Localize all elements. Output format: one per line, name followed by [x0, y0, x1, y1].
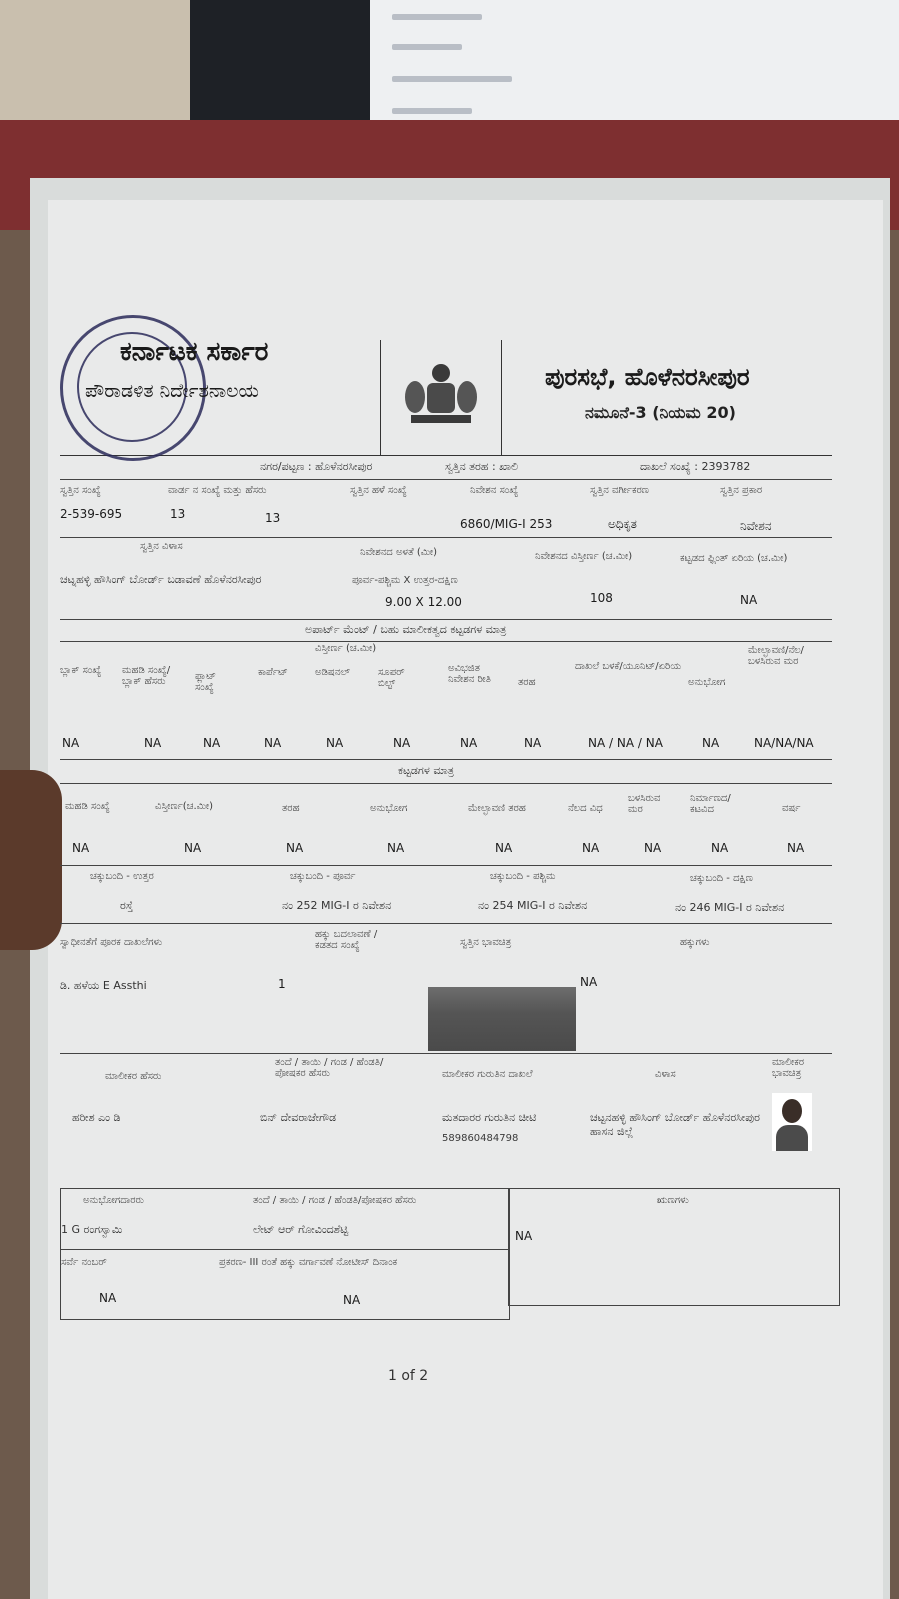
bld-value: NA — [286, 841, 304, 855]
transfer-number: 1 — [278, 977, 286, 991]
docs-header: ಸ್ವಾಧೀನತೆಗೆ ಪೂರಕ ದಾಖಲೆಗಳು — [60, 937, 163, 948]
apt-header: ತರಹ — [518, 677, 536, 688]
occupant-box — [60, 1188, 510, 1320]
charges-header: ಋಣಗಳು — [657, 1195, 689, 1206]
occupant-name: 1 G ರಂಗಸ್ವಾಮಿ — [61, 1223, 123, 1236]
document-number: ದಾಖಲೆ ಸಂಖ್ಯೆ : 2393782 — [640, 460, 751, 473]
screen-line — [392, 108, 472, 114]
municipality-name: ಪುರಸಭೆ, ಹೊಳೆನರಸೀಪುರ — [545, 363, 750, 391]
apt-value: NA/NA/NA — [754, 736, 814, 750]
apt-value: NA — [203, 736, 221, 750]
bld-value: NA — [72, 841, 90, 855]
property-type: ಸ್ವತ್ತಿನ ತರಹ : ಖಾಲಿ — [445, 460, 519, 473]
bld-header: ಮೇಲ್ಛಾವಣಿ ತರಹ — [468, 803, 526, 814]
owner-photo-header: ಮಾಲೀಕರ ಭಾವಚಿತ್ರ — [772, 1057, 805, 1079]
ward-number: 13 — [170, 507, 186, 521]
prop-no-header: ಸ್ವತ್ತಿನ ಸಂಖ್ಯೆ — [60, 485, 101, 496]
address-header: ಸ್ವತ್ತಿನ ವಿಳಾಸ — [140, 541, 183, 552]
apt-value: NA — [460, 736, 478, 750]
apt-value: NA — [264, 736, 282, 750]
old-no-header: ಸ್ವತ್ತಿನ ಹಳೆ ಸಂಖ್ಯೆ — [350, 485, 407, 496]
north-boundary: ರಸ್ತೆ — [120, 899, 134, 912]
area-group-header: ವಿಸ್ತೀರ್ಣ (ಚ.ಮೀ) — [315, 643, 377, 654]
building-section-title: ಕಟ್ಟಡಗಳ ಮಾತ್ರ — [398, 764, 454, 777]
owner-id-number: 589860484798 — [442, 1133, 519, 1144]
bld-value: NA — [582, 841, 600, 855]
apartment-table — [60, 641, 832, 760]
apt-value: NA — [524, 736, 542, 750]
notice-value: NA — [343, 1293, 361, 1307]
classification: ಅಧಿಕೃತ — [608, 517, 637, 531]
south-header: ಚಕ್ಕುಬಂದಿ - ದಕ್ಷಿಣ — [690, 873, 753, 884]
owner-photo-body — [776, 1125, 808, 1151]
owner-photo-head — [782, 1099, 802, 1123]
bld-header: ತರಹ — [282, 803, 300, 814]
bld-value: NA — [644, 841, 662, 855]
site-number: 6860/MIG-I 253 — [460, 517, 553, 531]
bld-value: NA — [495, 841, 513, 855]
apartment-title-row — [60, 619, 832, 642]
boundaries-row — [60, 865, 832, 924]
rights-header: ಹಕ್ಕುಗಳು — [680, 937, 710, 948]
dept-subtitle: ಪೌರಾಡಳಿತ ನಿರ್ದೇಶನಾಲಯ — [85, 380, 259, 402]
east-header: ಚಕ್ಕುಬಂದಿ - ಪೂರ್ವ — [290, 871, 356, 882]
bld-value: NA — [711, 841, 729, 855]
screen-line — [392, 76, 512, 82]
built-area: NA — [740, 593, 758, 607]
apt-header: ಕಾರ್ಪೆಟ್ — [258, 667, 288, 678]
apt-header: ದಾಖಲೆ ಬಳಕೆ/ಯೂನಿಟ್/ಏರಿಯ — [575, 661, 682, 672]
charges-box — [508, 1188, 840, 1306]
apt-header: ಬ್ಲಾಕ್ ಸಂಖ್ಯೆ — [60, 665, 102, 676]
apt-header: ಫ್ಲಾಟ್ ಸಂಖ್ಯೆ — [195, 671, 216, 693]
meta-row — [60, 455, 832, 480]
bld-value: NA — [787, 841, 805, 855]
owner-relation-header: ತಂದೆ / ತಾಯಿ / ಗಂಡ / ಹೆಂಡತಿ/ಪೋಷಕರ ಹೆಸರು — [275, 1057, 384, 1079]
owner-name-header: ಮಾಲೀಕರ ಹೆಸರು — [105, 1071, 162, 1082]
area-header: ನಿವೇಶನದ ವಿಸ್ತೀರ್ಣ (ಚ.ಮೀ) — [535, 551, 633, 562]
hand-thumb — [0, 770, 62, 950]
ward-name: 13 — [265, 511, 281, 525]
owner-id-header: ಮಾಲೀಕರ ಗುರುತಿನ ದಾಖಲೆ — [442, 1069, 533, 1080]
state-emblem-icon — [401, 355, 481, 435]
property-address: ಚಟ್ನಹಳ್ಳಿ ಹೌಸಿಂಗ್ ಬೋರ್ಡ್ ಬಡಾವಣೆ ಹೊಳೆನರಸೀಪುರ — [60, 573, 262, 586]
survey-value: NA — [99, 1291, 117, 1305]
apt-value: NA — [393, 736, 411, 750]
owner-id-type: ಮತದಾರರ ಗುರುತಿನ ಚೀಟಿ — [442, 1111, 537, 1124]
bld-header: ನಿರ್ಮಾಣದ/ ಕಟವಿದ — [690, 793, 731, 815]
class-header: ಸ್ವತ್ತಿನ ವರ್ಗೀಕರಣ — [590, 485, 649, 496]
emblem-block — [380, 340, 502, 455]
occupant-relation-header: ತಂದೆ / ತಾಯಿ / ಗಂಡ / ಹೆಂಡತಿ/ಪೋಷಕರ ಹೆಸರು — [253, 1195, 417, 1206]
apt-header: ಮೇಲ್ಛಾವಣಿ/ನೆಲ/ಬಳಸಿರುವ ಮರ — [748, 645, 804, 667]
screen-line — [392, 44, 462, 50]
owner-relation: ಬಿನ್ ದೇವರಾಜೇಗೌಡ — [260, 1111, 337, 1124]
bld-header: ಅನುಭೋಗ — [370, 803, 408, 814]
city-label: ನಗರ/ಪಟ್ಟಣ : ಹೊಳೆನರಸೀಪುರ — [260, 460, 373, 473]
municipality-block — [500, 345, 832, 455]
site-area: 108 — [590, 591, 613, 605]
owner-name: ಹರೀಶ ಎಂ ಡಿ — [72, 1111, 121, 1124]
site-dimensions: 9.00 X 12.00 — [385, 595, 462, 609]
bld-value: NA — [387, 841, 405, 855]
bld-header: ನೆಲದ ವಿಧ — [568, 803, 603, 814]
east-boundary: ನಂ 252 MIG-I ರ ನಿವೇಶನ — [282, 899, 392, 912]
ward-header: ವಾರ್ಡ ನ ಸಂಖ್ಯೆ ಮತ್ತು ಹೆಸರು — [168, 485, 267, 496]
form-header — [60, 315, 832, 456]
owner-row — [60, 1053, 832, 1189]
ids-row — [60, 479, 832, 538]
bld-header: ಬಳಸಿರುವ ಮರ — [628, 793, 661, 815]
built-header: ಕಟ್ಟಡದ ಫ್ಲಿಂತ್ ಏರಿಯ (ಚ.ಮೀ) — [680, 553, 788, 564]
site-no-header: ನಿವೇಶನ ಸಂಖ್ಯೆ — [470, 485, 519, 496]
owner-photo — [772, 1093, 812, 1151]
property-kind: ನಿವೇಶನ — [740, 519, 772, 533]
property-number: 2-539-695 — [60, 507, 123, 521]
dims-label: ಪೂರ್ವ-ಪಶ್ಚಿಮ X ಉತ್ತರ-ದಕ್ಷಿಣ — [352, 575, 458, 586]
photo-header: ಸ್ವತ್ತಿನ ಭಾವಚಿತ್ರ — [460, 937, 512, 948]
notice-header: ಪ್ರಕರಣ- III ರಂತೆ ಹಕ್ಕು ವರ್ಗಾವಣೆ ನೋಟೀಸ್ ದಿನಾಂಕ — [219, 1257, 398, 1268]
occupant-divider — [61, 1249, 509, 1250]
owner-address-header: ವಿಳಾಸ — [655, 1069, 676, 1080]
survey-header: ಸರ್ವೆ ನಂಬರ್ — [61, 1257, 107, 1268]
occupant-relation: ಲೇಟ್ ಆರ್ ಗೋವಿಂದಶೆಟ್ಟಿ — [253, 1223, 349, 1236]
west-header: ಚಕ್ಕುಬಂದಿ - ಪಶ್ಚಿಮ — [490, 871, 556, 882]
kind-header: ಸ್ವತ್ತಿನ ಪ್ರಕಾರ — [720, 485, 763, 496]
screen-line — [392, 14, 482, 20]
address-row — [60, 537, 832, 620]
north-header: ಚಕ್ಕುಬಂದಿ - ಉತ್ತರ — [90, 871, 154, 882]
property-photo — [428, 987, 576, 1051]
supporting-document: ಡಿ. ಹಳೆಯ E Assthi — [60, 979, 147, 992]
bld-header: ವರ್ಷ — [782, 803, 801, 814]
bld-value: NA — [184, 841, 202, 855]
west-boundary: ನಂ 254 MIG-I ರ ನಿವೇಶನ — [478, 899, 588, 912]
apt-header: ಮಹಡಿ ಸಂಖ್ಯೆ/ಬ್ಲಾಕ್ ಹೆಸರು — [122, 665, 171, 687]
apt-header: ಅನುಭೋಗ — [688, 677, 726, 688]
bld-header: ವಿಸ್ತೀರ್ಣ(ಚ.ಮೀ) — [155, 801, 214, 812]
dept-block — [60, 315, 380, 455]
rights-value: NA — [580, 975, 598, 989]
apt-value: NA — [144, 736, 162, 750]
apt-header: ಅವಿಭಜಿತ ನಿವೇಶನ ರೀತಿ — [448, 663, 491, 685]
building-table — [60, 783, 832, 866]
transfer-header: ಹಕ್ಕು ಬದಲಾವಣೆ / ಕಡತದ ಸಂಖ್ಯೆ — [315, 929, 378, 951]
owner-address: ಚಟ್ಟನಹಳ್ಳಿ ಹೌಸಿಂಗ್ ಬೋರ್ಡ್ ಹೊಳೆನರಸೀಪುರ ಹಾಸನ ಜಿಲ್ಲೆ — [590, 1111, 760, 1138]
apt-value: NA / NA / NA — [588, 736, 663, 750]
page-number: 1 of 2 — [388, 1368, 429, 1384]
apt-value: NA — [62, 736, 80, 750]
apt-header: ಅಡಿಷನಲ್ — [315, 667, 350, 678]
building-title-row — [60, 759, 832, 784]
dims-header: ನಿವೇಶನದ ಅಳತೆ (ಮೀ) — [360, 547, 438, 558]
form-number: ನಮೂನೆ-3 (ನಿಯಮ 20) — [585, 403, 736, 422]
charges-value: NA — [515, 1229, 533, 1243]
dept-title: ಕರ್ನಾಟಕ ಸರ್ಕಾರ — [120, 337, 269, 367]
apt-value: NA — [702, 736, 720, 750]
apt-value: NA — [326, 736, 344, 750]
apt-header: ಸೂಪರ್ ಬಿಲ್ಟ್ — [378, 667, 405, 689]
occupant-header: ಅನುಭೋಗದಾರರು — [83, 1195, 144, 1206]
apartment-section-title: ಅಪಾರ್ಟ್ ಮೆಂಟ್ / ಬಹು ಮಾಲೀಕತ್ವದ ಕಟ್ಟಡಗಳ ಮಾತ್ರ — [305, 623, 507, 636]
south-boundary: ನಂ 246 MIG-I ರ ನಿವೇಶನ — [675, 901, 785, 914]
bld-header: ಮಹಡಿ ಸಂಖ್ಯೆ — [65, 801, 110, 812]
